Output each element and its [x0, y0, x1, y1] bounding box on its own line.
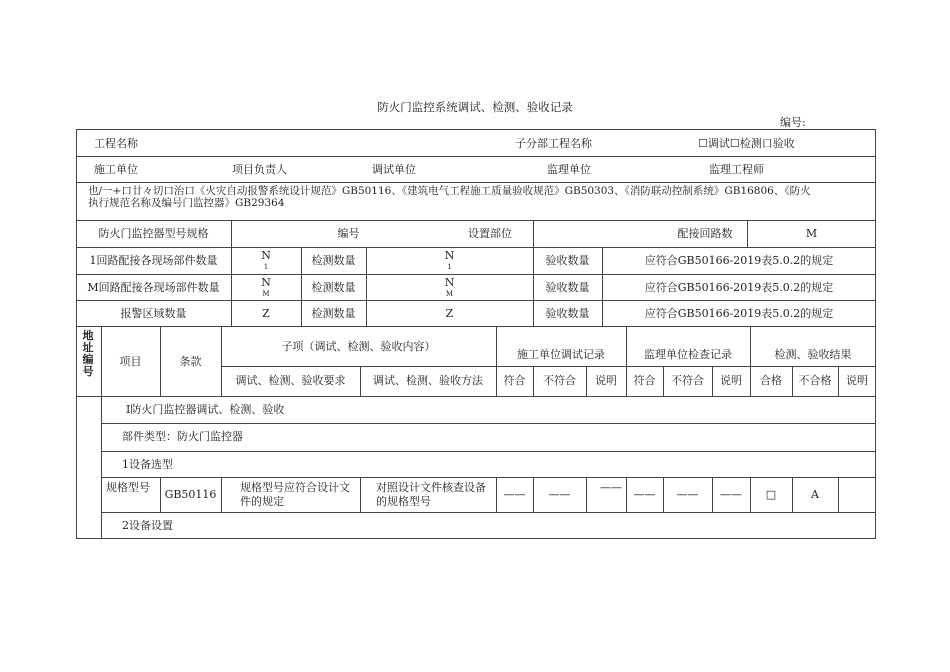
spec-method: 对照设计文件核查设备的规格型号: [376, 481, 486, 508]
sub-heading-selection: 1设备选型: [122, 458, 173, 471]
controller-model-label: 防火门监控器型号规格: [98, 227, 209, 240]
row-divider: [76, 247, 876, 248]
construction-unit-label: 施工单位: [94, 163, 138, 176]
spec-item: 规格型号: [106, 481, 150, 494]
loop1-rule: 应符合GB50166-2019表5.0.2的规定: [644, 254, 834, 267]
fail-header: 不合格: [798, 374, 832, 387]
dash-cell: ——: [720, 488, 742, 501]
row-divider: [76, 220, 876, 221]
header-divider: [221, 366, 876, 367]
controller-number-label: 编号: [337, 227, 360, 240]
clause-header: 条款: [179, 355, 202, 368]
standards-cell: [88, 185, 874, 219]
loop1-n: N: [261, 249, 271, 262]
dash-cell: ——: [676, 488, 699, 501]
part-type: 部件类型：防火门监控器: [122, 430, 243, 443]
spec-clause: GB50116: [164, 488, 217, 501]
loop-count-value: M: [805, 227, 818, 240]
conform-header: 符合: [633, 374, 656, 387]
dash-cell: ——: [503, 488, 526, 501]
nonconform-header: 不符合: [671, 374, 704, 387]
address-number-header: 地址编号: [82, 329, 94, 378]
note-header: 说明: [595, 374, 617, 387]
col-divider: [221, 477, 222, 512]
item-header: 项目: [119, 355, 142, 368]
location-label: 设置部位: [468, 227, 512, 240]
result-mark: A: [811, 488, 819, 501]
conform-header: 符合: [503, 374, 526, 387]
dash-cell: ——: [548, 488, 571, 501]
section-title: I防火门监控器调试、检测、验收: [126, 403, 285, 416]
col-divider: [586, 477, 587, 512]
accept-qty-label: 验收数量: [545, 307, 590, 320]
spec-requirement: 规格型号应符合设计文件的规定: [240, 481, 350, 508]
col-divider: [838, 477, 839, 512]
pass-header: 合格: [760, 374, 782, 387]
supervision-record-header: 监理单位检查记录: [644, 348, 732, 361]
standards-label: 执行规范名称及编号门监控器》GB29364: [88, 197, 285, 209]
note-header: 说明: [846, 374, 868, 387]
row-divider: [76, 182, 876, 183]
alarm-zone-rule: 应符合GB50166-2019表5.0.2的规定: [644, 307, 834, 320]
loopm-n-sub: M: [262, 290, 270, 298]
record-number-label: 编号:: [780, 116, 806, 129]
row-divider: [76, 274, 876, 275]
sub-project-label: 子分部工程名称: [515, 137, 592, 150]
loop1-n-value: N: [444, 249, 455, 262]
document-title: 防火门监控系统调试、检测、验收记录: [377, 100, 573, 114]
row-divider: [101, 477, 876, 478]
row-divider: [76, 156, 876, 157]
row-divider: [101, 512, 876, 513]
nonconform-header: 不符合: [543, 374, 576, 387]
loop1-label: 1回路配接各现场部件数量: [89, 254, 218, 267]
row-divider: [76, 300, 876, 301]
result-header: 检测、验收结果: [774, 348, 852, 361]
supervision-unit-label: 监理单位: [547, 163, 591, 176]
supervision-engineer-label: 监理工程师: [709, 163, 764, 176]
accept-qty-label: 验收数量: [545, 281, 590, 294]
loop1-n-sub: 1: [263, 263, 269, 271]
row-divider: [76, 396, 876, 397]
loopm-rule: 应符合GB50166-2019表5.0.2的规定: [644, 281, 834, 294]
note-header: 说明: [720, 374, 742, 387]
project-name-label: 工程名称: [94, 137, 138, 150]
dash-cell: ——: [633, 488, 656, 501]
row-divider: [101, 451, 876, 452]
check-qty-label: 检测数量: [311, 281, 356, 294]
result-checkbox[interactable]: □: [765, 488, 777, 501]
accept-qty-label: 验收数量: [545, 254, 590, 267]
alarm-zone-z: Z: [262, 307, 270, 320]
project-lead-label: 项目负责人: [232, 163, 287, 176]
requirements-header: 调试、检测、验收要求: [235, 374, 346, 387]
standards-text: 也/一+口廿々切口治口《火灾自动报警系统设计规范》GB50116、《建筑电气工程施工质量验收规范》GB50303、《消防联动控制系统》GB16806、《防火: [88, 185, 811, 197]
subitem-header: 子项（调试、检测、验收内容）: [281, 340, 436, 353]
construction-record-header: 施工单位调试记录: [517, 348, 605, 361]
loopm-n-value: N: [444, 276, 455, 289]
alarm-zone-z-value: Z: [445, 307, 454, 320]
sub-heading-setting: 2设备设置: [122, 519, 173, 532]
loop1-n-value-sub: 1: [447, 263, 452, 271]
alarm-zone-label: 报警区域数量: [120, 307, 187, 320]
loopm-n-value-sub: M: [445, 290, 454, 298]
stage-checkboxes[interactable]: ☐调试☐检测口验收: [698, 137, 795, 150]
row-divider: [101, 423, 876, 424]
check-qty-label: 检测数量: [311, 307, 356, 320]
loopm-label: M回路配接各现场部件数量: [87, 281, 220, 294]
row-divider: [76, 326, 876, 327]
loopm-n: N: [261, 276, 271, 289]
check-qty-label: 检测数量: [311, 254, 356, 267]
dash-cell: ——: [600, 481, 622, 494]
debug-unit-label: 调试单位: [372, 163, 416, 176]
loop-count-label: 配接回路数: [677, 227, 733, 240]
methods-header: 调试、检测、验收方法: [373, 374, 483, 387]
col-divider: [360, 477, 361, 512]
